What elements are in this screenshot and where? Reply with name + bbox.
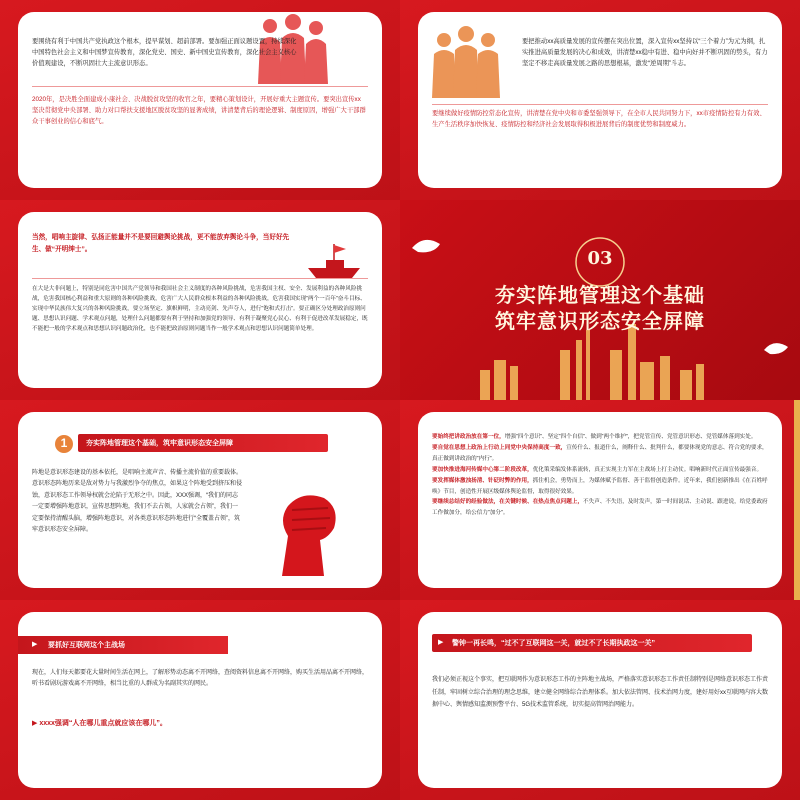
- point-4-body: 抓住机会，勇势而上，为媒体赋予监督、善于监督创造条件。近年来，我们创新推出《在百姓呼唤》节目，创造性开展区级媒体舆论监督，取得很好效果。: [432, 477, 768, 495]
- slide-5-card: [18, 412, 382, 588]
- slide-4: [400, 200, 800, 400]
- slide-3-body: 在大是大非问题上，特别是同危害中国共产党领导和我国社会主义制度的各种风险挑战，危害我国主权、安全、发展利益的各种风险挑战，危害我国核心利益和重大原则的各种风险挑战，危害广大人民群众根本利益的各种风险挑战，危害我国实现“两个一百年”奋斗目标、实现中华民族伟大复兴的各种风险挑战，要立场坚定、旗帜鲜明，主动亮剑、先声夺人，进行“饱和式打击”。要正确区分处理政治原则问题、思想认识问题、学术观点问题，处理什么问题都要有利于坚持和加强党的领导、有利于凝聚党心民心、有利于促进改革发展稳定，既不能把一般的学术观点和思想认识问题政治化，也不能把政治原则问题当作一般学术观点和思想认识问题简单处理。: [32, 286, 368, 333]
- badge-number: 1: [60, 436, 68, 450]
- heading-bar: [18, 636, 228, 654]
- workers-silhouette-icon: [426, 22, 506, 98]
- divider: [432, 104, 768, 105]
- slide-5: [0, 400, 400, 600]
- slide-6-card: [418, 412, 782, 588]
- slide-2: [400, 0, 800, 200]
- slide-3-lead: 当然，唱响主旋律、弘扬正能量并不是要回避舆论挑战，更不能放弃舆论斗争，当好好先生、做“开明绅士”。: [32, 234, 290, 253]
- slide-2-paragraph-1: 要把推动xx高质量发展的宣传摆在突出位置，深入宣传xx坚持以“三个着力”为元为纲，扎实推进高质量发展的决心和成效，讲清楚xx稳中有进、稳中向好并不断巩固的势头，有力坚定不移走高质量发展之路的思想根基，激发“逆周期”斗志。: [522, 38, 768, 68]
- point-1-body: 增强“四个意识”、坚定“四个自信”、做到“两个维护”，把党管宣传、党管意识形态、党管媒体落到实处。: [504, 434, 757, 440]
- slide-2-paragraph-2: 要继续做好疫情防控常态化宣传，讲清楚在党中央和市委坚强领导下，在全市人民共同努力下，xx市疫情防控有力有效、生产生活秩序加快恢复、疫情防控和经济社会发展取得积极进展背后的制度优势和制度威力。: [432, 110, 766, 129]
- point-1-lead: 要始终把讲政治放在第一位，: [432, 434, 505, 440]
- arrow-icon: ▶: [438, 639, 444, 646]
- slide-7-quote-text: xxxx强调“人在哪儿重点就应该在哪儿”。: [39, 720, 167, 727]
- arrow-icon: ▶: [32, 641, 38, 648]
- slide-1: [0, 0, 400, 200]
- slide-8: [400, 600, 800, 800]
- slide-3-card: [18, 212, 382, 388]
- slide-1-paragraph-2: 2020年，是决胜全面建成小康社会、决战脱贫攻坚的收官之年，要精心策划设计，开展好重大主题宣传。要突出宣传xx坚决贯彻党中央部署、助力对口帮扶支援地区脱贫攻坚的显著成绩，讲清楚背后的理论逻辑、制度原因，增强广大干部群众干事创业的信心和底气。: [32, 96, 366, 126]
- point-3-lead: 要加快推进海河传媒中心第二阶段改革，: [432, 466, 533, 473]
- point-5-body: 不失声、不失语，及时发声，第一时间说话、主动说、跟进说，给党委政府工作做加分，给公信力“加分”。: [432, 499, 768, 517]
- section-title-line-1: 夯实阵地管理这个基础: [495, 283, 705, 307]
- slide-6-text: [432, 432, 768, 519]
- point-3-body: 优化策采编发体系流转，真正实现主力军在主战场上打主动仗。唱响新时代正面宣传最强音。: [532, 466, 763, 473]
- slide-7-body: 现在，人们每天都要花大量时间生活在网上，了解形势动态离不开网络，查阅资料信息离不开网络，购买生活用品离不开网络，听书看剧玩游戏离不开网络，相当比重的人群成为名副其实的网民。: [32, 670, 369, 688]
- slide-7-card: [18, 612, 382, 788]
- slide-2-card: [418, 12, 782, 188]
- divider: [32, 278, 368, 279]
- slide-6: [400, 400, 800, 600]
- gold-side-bar: [794, 400, 800, 600]
- slide-3: [0, 200, 400, 400]
- slide-1-card: [18, 12, 382, 188]
- bullet-icon: ▶: [32, 720, 38, 727]
- slide-7-heading: 要抓好互联网这个主战场: [48, 642, 125, 649]
- point-4-lead: 要发挥媒体激浊扬清、针砭时弊的作用，: [432, 477, 533, 484]
- red-boat-icon: [304, 242, 364, 282]
- point-2-body: 宣传什么、报道什么，阐释什么、批判什么，都要体现党的意志、符合党的要求，真正做到讲政治的“内行”。: [432, 444, 768, 462]
- point-2-lead: 要自觉在思想上政治上行动上同党中央保持高度一致，: [432, 444, 567, 451]
- slide-7-quote: [32, 718, 167, 728]
- slide-1-paragraph-1: 要围绕有利于中国共产党执政这个根本，提早谋划、超前部署。要加强正面议题设置，持续深化中国特色社会主义和中国梦宣传教育，深化党史、国史、新中国史宣传教育，深化社会主义核心价值观建设，不断巩固壮大主流意识形态。: [32, 38, 297, 68]
- slide-8-body: 我们必须正视这个事实，把互联网作为意识形态工作的主阵地主战场，严格落实意识形态工作责任制特别是网络意识形态工作责任制，牢固树立综合治理的理念思维，建立健全网络综合治理体系。加大依法管网、技术治网力度，建好用好xx互联网内容大数据中心、舆情感知监测预警平台、5G技术监管系统，切实提高管网治网能力。: [432, 677, 769, 709]
- slide-8-card: [418, 612, 782, 788]
- heading-bar: [432, 634, 752, 652]
- slide-8-heading: 警钟一再长鸣，“过不了互联网这一关，就过不了长期执政这一关”: [452, 640, 655, 647]
- raised-fist-icon: [262, 476, 352, 576]
- heading-bar: [78, 434, 328, 452]
- section-title-line-2: 筑牢意识形态安全屏障: [495, 309, 705, 333]
- divider: [32, 86, 368, 87]
- point-5-lead: 要继续总结好的经验做法，在关键时候、在热点焦点问题上，: [432, 499, 584, 506]
- slide-5-body: 阵地是意识形态建设的基本依托，是唱响主流声音、传播主流价值的重要载体。意识形态阵地历来是敌对势力与我激烈争夺的焦点，如果这个阵地受到挤压和侵蚀，意识形态工作领导权就会沦陷于无形之中。因此，XXX强调，“我们的同志一定要增强阵地意识，宣传思想阵地，我们不去占领，人家就会占领”，我们一定要保持清醒头脑，增强阵地意识，对各类意识形态阵地进行“全覆盖占领”，筑牢意识形态安全屏障。: [32, 470, 243, 533]
- section-number: 03: [587, 248, 613, 269]
- slide-7: [0, 600, 400, 800]
- badge-number-icon: [54, 434, 74, 454]
- slide-5-heading: 夯实阵地管理这个基础，筑牢意识形态安全屏障: [86, 440, 233, 447]
